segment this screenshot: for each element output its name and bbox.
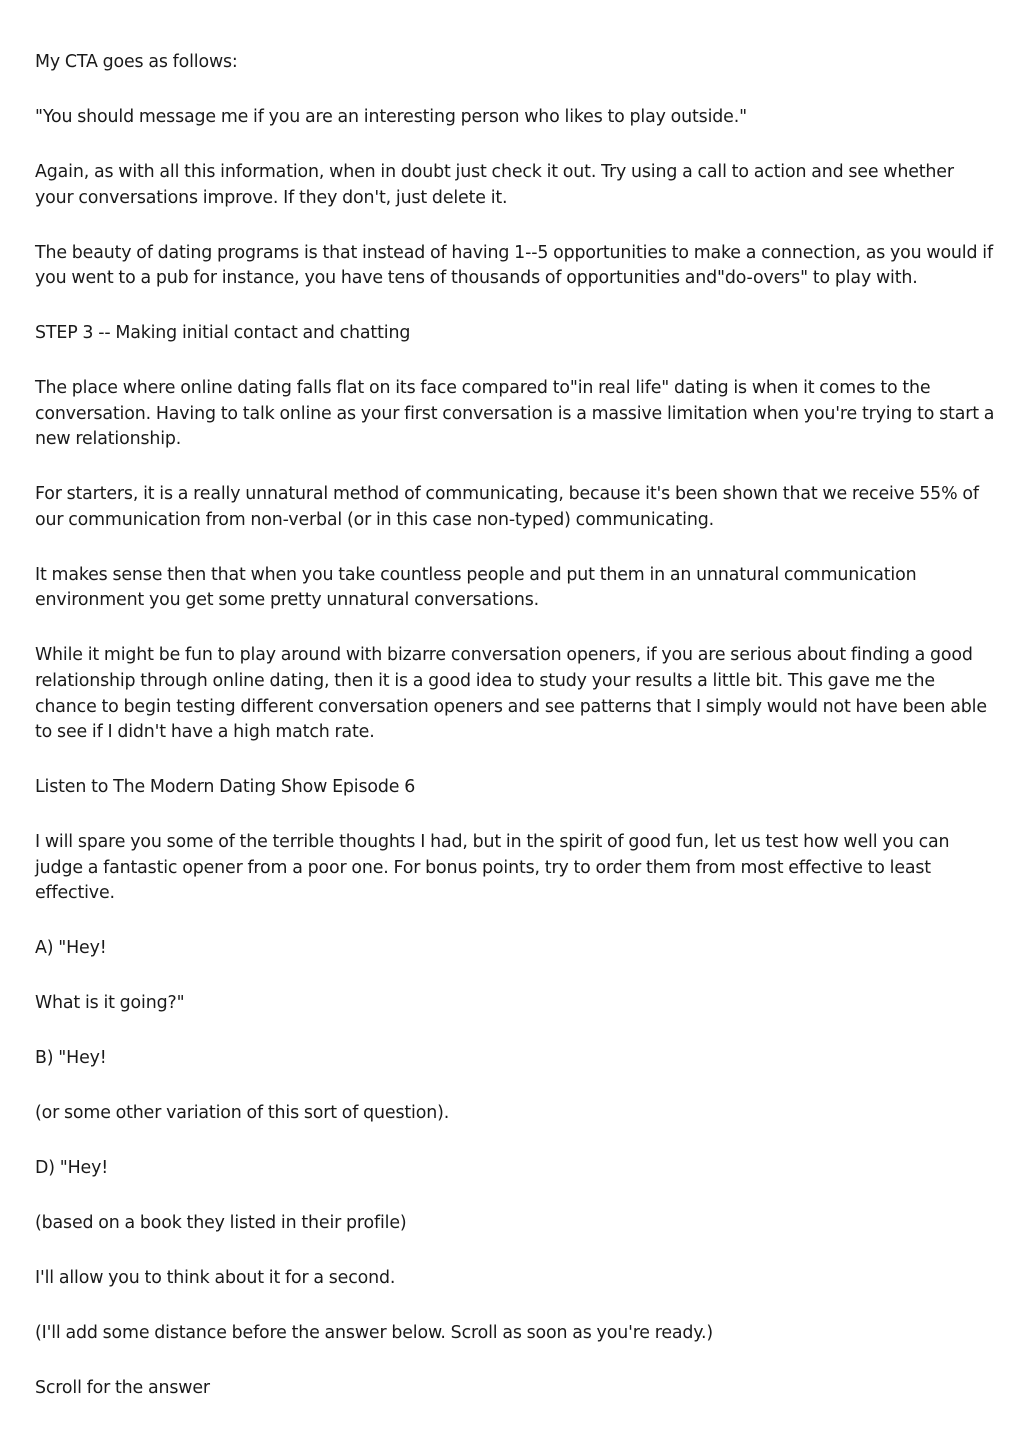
option-d-continued: (based on a book they listed in their profile) <box>35 1213 407 1234</box>
option-a: A) "Hey! <box>35 938 107 959</box>
option-b-continued: (or some other variation of this sort of question). <box>35 1103 450 1124</box>
option-d: D) "Hey! <box>35 1158 109 1179</box>
paragraph-add-distance: (I'll add some distance before the answer below. Scroll as soon as you're ready.) <box>35 1323 713 1344</box>
option-a-continued: What is it going?" <box>35 993 185 1014</box>
paragraph-online-dating-flat: The place where online dating falls flat on its face compared to"in real life" dating is when it comes to the conversation. Having to talk online as your first conversation is a massive limitation when you're trying to start a new relationship. <box>35 378 995 450</box>
document-body <box>35 50 995 1431</box>
paragraph-check-it-out: Again, as with all this information, when in doubt just check it out. Try using a call to action and see whether your conversations improve. If they don't, just delete it. <box>35 161 954 208</box>
paragraph-spare-you: I will spare you some of the terrible thoughts I had, but in the spirit of good fun, let us test how well you can judge a fantastic opener from a poor one. For bonus points, try to order them from most effective to least effective. <box>35 832 950 904</box>
paragraph-makes-sense: It makes sense then that when you take countless people and put them in an unnatural communication environment you get some pretty unnatural conversations. <box>35 564 917 611</box>
paragraph-bizarre-openers: While it might be fun to play around with bizarre conversation openers, if you are serious about finding a good relationship through online dating, then it is a good idea to study your results a little bit. This gave me the chance to begin testing different conversation openers and see patterns that I simply would not have been able to see if I didn't have a high match rate. <box>35 645 987 743</box>
paragraph-beauty-of-dating: The beauty of dating programs is that instead of having 1--5 opportunities to make a connection, as you would if you went to a pub for instance, you have tens of thousands of opportunities and"do-overs" to play with. <box>35 242 993 289</box>
paragraph-listen-episode: Listen to The Modern Dating Show Episode 6 <box>35 777 416 798</box>
paragraph-think-about-it: I'll allow you to think about it for a second. <box>35 1268 396 1289</box>
section-heading-step-3: STEP 3 -- Making initial contact and chatting <box>35 323 411 344</box>
paragraph-scroll-answer: Scroll for the answer <box>35 1378 210 1399</box>
option-b: B) "Hey! <box>35 1048 107 1069</box>
paragraph-for-starters: For starters, it is a really unnatural method of communicating, because it's been shown that we receive 55% of our communication from non-verbal (or in this case non-typed) communicating. <box>35 484 979 530</box>
paragraph-cta-intro: My CTA goes as follows: <box>35 52 238 72</box>
paragraph-cta-quote: "You should message me if you are an interesting person who likes to play outside." <box>35 106 747 127</box>
